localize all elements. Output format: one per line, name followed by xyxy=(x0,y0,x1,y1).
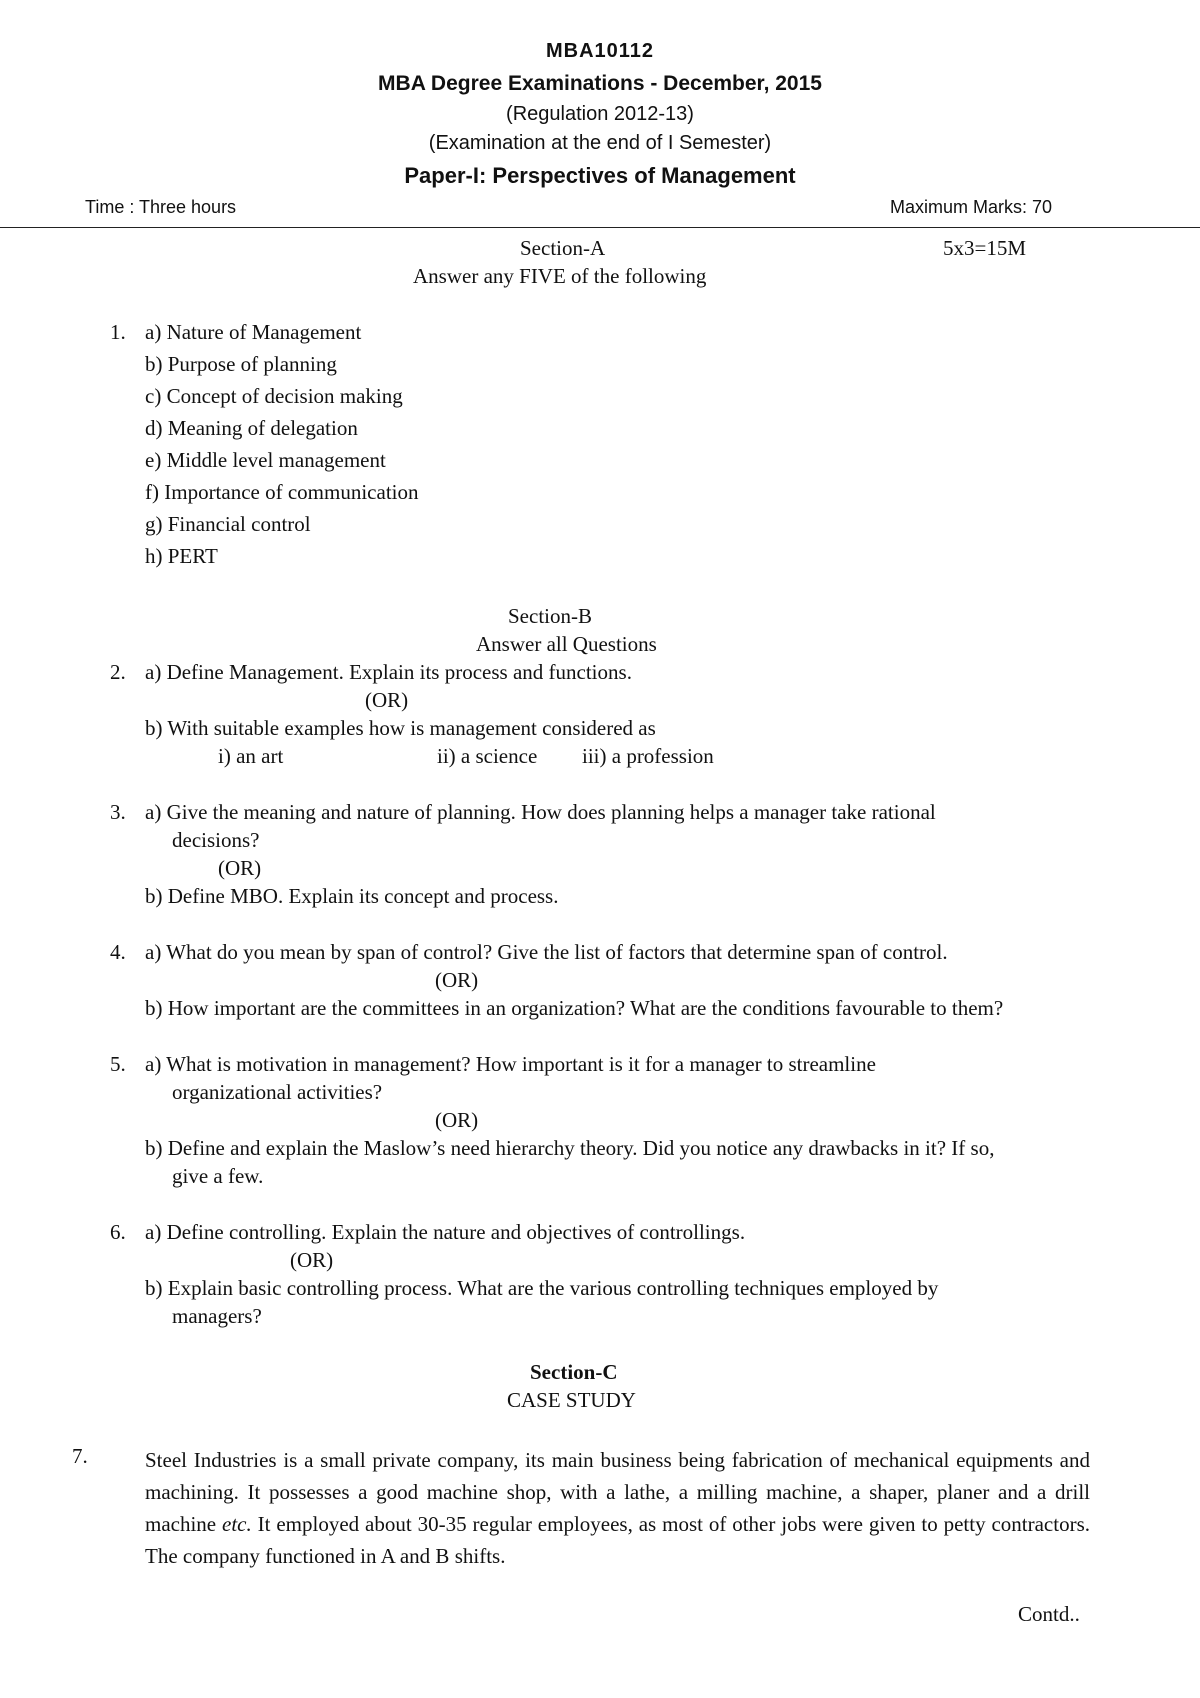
q1-item-d: d) Meaning of delegation xyxy=(145,416,358,440)
q6-part-b-line2: managers? xyxy=(172,1304,262,1328)
q5-part-a-line2: organizational activities? xyxy=(172,1080,383,1104)
q4-or: (OR) xyxy=(435,968,479,992)
question-number-7: 7. xyxy=(72,1444,88,1468)
q2-part-b: b) With suitable examples how is management considered as xyxy=(145,716,656,740)
q4-part-b: b) How important are the committees in an organization? What are the conditions favourable to them? xyxy=(145,996,1004,1020)
q5-part-b-line1: b) Define and explain the Maslow’s need hierarchy theory. Did you notice any drawbacks in it? If so, xyxy=(145,1136,995,1160)
section-b-title: Section-B xyxy=(508,604,592,628)
q2-part-a: a) Define Management. Explain its process and functions. xyxy=(145,660,632,684)
q3-part-a-line2: decisions? xyxy=(172,828,260,852)
q6-or: (OR) xyxy=(290,1248,334,1272)
q5-or: (OR) xyxy=(435,1108,479,1132)
question-number-2: 2. xyxy=(110,660,126,684)
q2-option-3: iii) a profession xyxy=(582,744,714,768)
section-c-title: Section-C xyxy=(530,1360,618,1384)
exam-note: (Examination at the end of I Semester) xyxy=(428,132,772,154)
q1-item-a: a) Nature of Management xyxy=(145,320,362,344)
q1-item-c: c) Concept of decision making xyxy=(145,384,403,408)
section-c-subtitle: CASE STUDY xyxy=(507,1388,636,1412)
section-a-instruction: Answer any FIVE of the following xyxy=(413,264,707,288)
q3-part-b: b) Define MBO. Explain its concept and process. xyxy=(145,884,559,908)
question-number-6: 6. xyxy=(110,1220,126,1244)
q5-part-b-line2: give a few. xyxy=(172,1164,264,1188)
q5-part-a-line1: a) What is motivation in management? How important is it for a manager to streamline xyxy=(145,1052,876,1076)
max-marks-label: Maximum Marks: 70 xyxy=(890,197,1053,217)
q1-item-e: e) Middle level management xyxy=(145,448,386,472)
q6-part-b-line1: b) Explain basic controlling process. What are the various controlling techniques employed by xyxy=(145,1276,939,1300)
case-study-text-part-2: It employed about 30-35 regular employees, as most of other jobs were given to petty contractors. The company functioned in A and B shifts. xyxy=(145,1512,1090,1568)
q1-item-b: b) Purpose of planning xyxy=(145,352,337,376)
continued-note: Contd.. xyxy=(1018,1602,1080,1626)
section-a-marks: 5x3=15M xyxy=(943,236,1027,260)
header-divider xyxy=(0,227,1200,228)
section-b-instruction: Answer all Questions xyxy=(476,632,657,656)
q2-option-1: i) an art xyxy=(218,744,284,768)
q1-item-f: f) Importance of communication xyxy=(145,480,419,504)
q2-option-2: ii) a science xyxy=(437,744,538,768)
section-a-title: Section-A xyxy=(520,236,606,260)
question-number-5: 5. xyxy=(110,1052,126,1076)
exam-title: MBA Degree Examinations - December, 2015 xyxy=(378,72,822,95)
paper-title: Paper-I: Perspectives of Management xyxy=(404,163,796,188)
case-study-paragraph xyxy=(145,1444,1090,1572)
course-code: MBA10112 xyxy=(545,40,655,62)
question-number-4: 4. xyxy=(110,940,126,964)
q3-or: (OR) xyxy=(218,856,262,880)
regulation-note: (Regulation 2012-13) xyxy=(506,103,694,125)
time-label: Time : Three hours xyxy=(85,197,237,217)
question-number-1: 1. xyxy=(110,320,126,344)
q1-item-g: g) Financial control xyxy=(145,512,311,536)
q6-part-a: a) Define controlling. Explain the nature and objectives of controllings. xyxy=(145,1220,746,1244)
question-number-3: 3. xyxy=(110,800,126,824)
case-study-text-part-1: Steel Industries is a small private company, its main business being fabrication of mechanical equipments and machining. It possesses a good machine shop, with a lathe, a milling machine, a shaper, planer and a drill machine xyxy=(145,1448,1090,1536)
q1-item-h: h) PERT xyxy=(145,544,218,568)
q3-part-a-line1: a) Give the meaning and nature of planning. How does planning helps a manager take rational xyxy=(145,800,936,824)
q4-part-a: a) What do you mean by span of control? Give the list of factors that determine span of control. xyxy=(145,940,948,964)
case-study-etc: etc. xyxy=(222,1512,252,1536)
q2-or: (OR) xyxy=(365,688,409,712)
